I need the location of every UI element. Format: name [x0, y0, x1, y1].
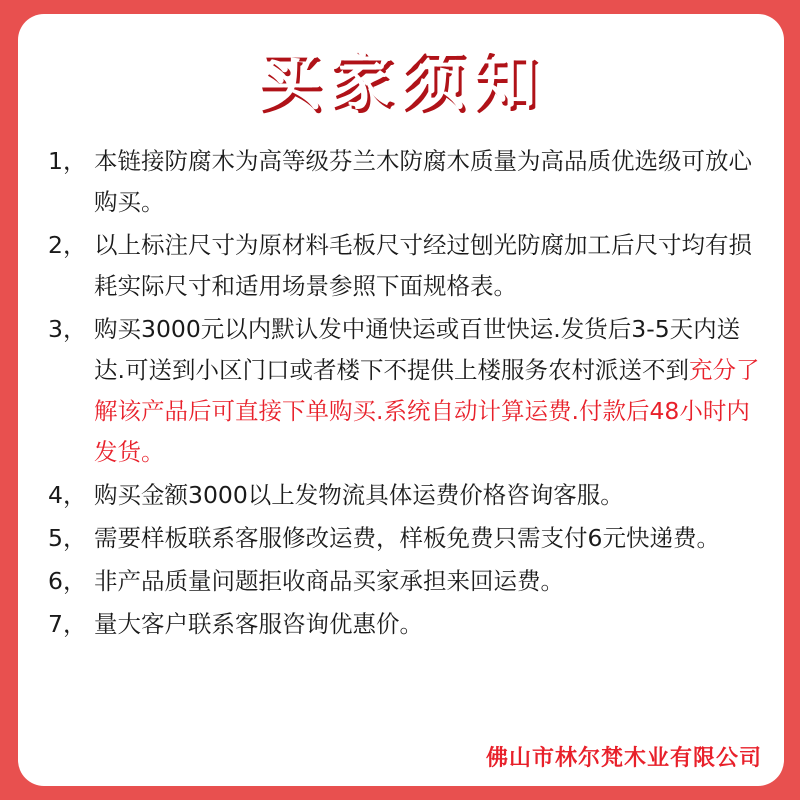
page-title	[18, 44, 784, 121]
rule-item	[48, 475, 768, 516]
rule-text: 以上标注尺寸为原材料毛板尺寸经过刨光防腐加工后尺寸均有损耗实际尺寸和适用场景参照下面规格表。	[94, 231, 752, 300]
company-name: 佛山市林尔梵木业有限公司	[485, 746, 762, 771]
rule-highlight-text: 充分了解该产品后可直接下单购买.系统自动计算运费.付款后48小时内发货。	[94, 356, 760, 466]
title-text: 买家须知	[257, 45, 545, 119]
rule-text: 非产品质量问题拒收商品买家承担来回运费。	[94, 567, 564, 595]
rule-number: 5，	[48, 524, 87, 552]
rule-item	[48, 141, 768, 223]
rule-text: 购买3000元以内默认发中通快运或百世快运.发货后3-5天内送达.可送到小区门口或者楼下不提供上楼服务农村派送不到	[94, 315, 741, 384]
rule-item	[48, 225, 768, 307]
notice-card	[18, 14, 784, 786]
rule-number: 2，	[48, 231, 87, 259]
rule-number: 1，	[48, 147, 87, 175]
rules-list	[48, 141, 768, 647]
rule-number: 4，	[48, 481, 87, 509]
rule-text: 量大客户联系客服咨询优惠价。	[94, 610, 423, 638]
rule-text: 购买金额3000以上发物流具体运费价格咨询客服。	[94, 481, 624, 509]
rule-text-wrapper	[94, 309, 768, 473]
rule-item	[48, 561, 768, 602]
rule-number: 3，	[48, 315, 87, 343]
rule-number: 7，	[48, 610, 87, 638]
rule-text: 本链接防腐木为高等级芬兰木防腐木质量为高品质优选级可放心购买。	[94, 147, 752, 216]
rule-number: 6，	[48, 567, 87, 595]
rule-item	[48, 309, 768, 473]
rule-item	[48, 518, 768, 559]
rule-text: 需要样板联系客服修改运费，样板免费只需支付6元快递费。	[94, 524, 720, 552]
rule-item	[48, 604, 768, 645]
